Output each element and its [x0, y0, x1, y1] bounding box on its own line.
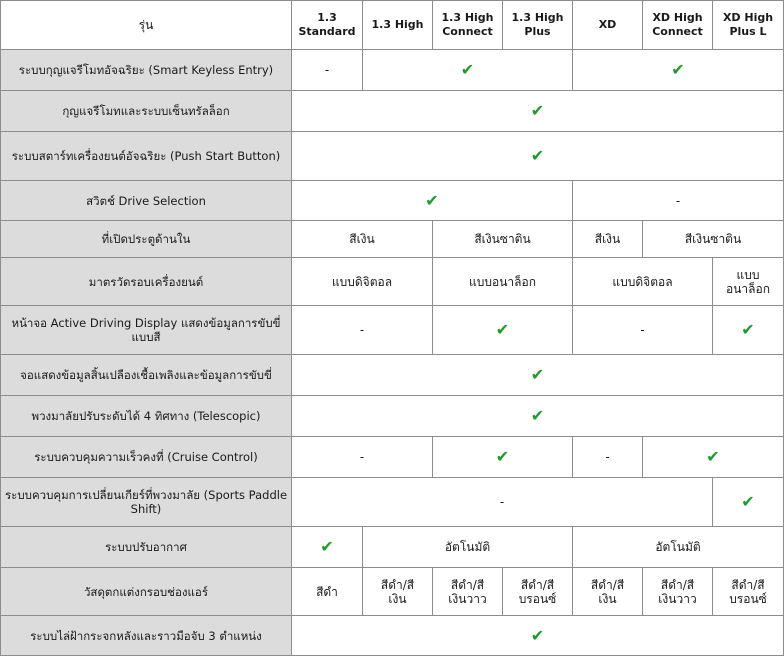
- cell-value: สีดำ/สี เงิน: [363, 568, 433, 616]
- row-label: กุญแจรีโมทและระบบเซ็นทรัลล็อก: [1, 91, 292, 132]
- cell-dash: -: [292, 437, 433, 478]
- cell-dash: -: [573, 437, 643, 478]
- spec-row-fuel-display: [1, 355, 784, 396]
- check-icon: ✔: [741, 492, 755, 511]
- row-label: ระบบไล่ฝ้ากระจกหลังและราวมือจับ 3 ตำแหน่ง: [1, 616, 292, 656]
- cell-value: สีดำ: [292, 568, 363, 616]
- row-label: ระบบควบคุมความเร็วคงที่ (Cruise Control): [1, 437, 292, 478]
- model-header-xd: XD: [573, 1, 643, 50]
- model-header-xd-high-connect: XD High Connect: [643, 1, 713, 50]
- spec-row-rear-defogger: [1, 616, 784, 656]
- model-header-xd-high-plus-l: XD High Plus L: [713, 1, 784, 50]
- cell-check: [292, 616, 784, 656]
- spec-row-paddle-shift: [1, 478, 784, 527]
- spec-row-push-start: [1, 132, 784, 181]
- spec-row-active-driving-display: [1, 306, 784, 355]
- row-label: สวิตช์ Drive Selection: [1, 181, 292, 221]
- spec-row-vent-trim: [1, 568, 784, 616]
- cell-dash: -: [292, 306, 433, 355]
- check-icon: ✔: [495, 320, 510, 339]
- row-label: หน้าจอ Active Driving Display แสดงข้อมูลการขับขี่แบบสี: [1, 306, 292, 355]
- model-header-1-3-high-plus: 1.3 High Plus: [503, 1, 573, 50]
- cell-value: สีเงินซาติน: [643, 221, 784, 258]
- cell-dash: -: [292, 478, 713, 527]
- cell-value: สีเงิน: [292, 221, 433, 258]
- cell-check: [713, 478, 784, 527]
- cell-check: [292, 91, 784, 132]
- cell-value: อัตโนมัติ: [573, 527, 784, 568]
- row-label: จอแสดงข้อมูลสิ้นเปลืองเชื้อเพลิงและข้อมูลการขับขี่: [1, 355, 292, 396]
- cell-check: [292, 132, 784, 181]
- row-label: วัสดุตกแต่งกรอบช่องแอร์: [1, 568, 292, 616]
- cell-check: [292, 355, 784, 396]
- cell-check: [713, 306, 784, 355]
- row-label: มาตรวัดรอบเครื่องยนต์: [1, 258, 292, 306]
- row-label: ระบบควบคุมการเปลี่ยนเกียร์ที่พวงมาลัย (Sports Paddle Shift): [1, 478, 292, 527]
- cell-value: สีดำ/สี เงินวาว: [433, 568, 503, 616]
- check-icon: ✔: [741, 320, 755, 339]
- check-icon: ✔: [530, 101, 545, 120]
- check-icon: ✔: [530, 365, 545, 384]
- check-icon: ✔: [530, 406, 545, 425]
- cell-value: อัตโนมัติ: [363, 527, 573, 568]
- check-icon: ✔: [530, 625, 545, 645]
- check-icon: ✔: [425, 190, 439, 210]
- cell-value: สีดำ/สี เงินวาว: [643, 568, 713, 616]
- cell-dash: -: [573, 181, 784, 221]
- check-icon: ✔: [495, 447, 510, 466]
- cell-value: แบบ อนาล็อก: [713, 258, 784, 306]
- spec-row-smart-keyless: [1, 50, 784, 91]
- cell-check: [292, 181, 573, 221]
- cell-check: [292, 396, 784, 437]
- cell-dash: -: [573, 306, 713, 355]
- cell-check: [292, 527, 363, 568]
- row-label: พวงมาลัยปรับระดับได้ 4 ทิศทาง (Telescopic): [1, 396, 292, 437]
- cell-check: [643, 437, 784, 478]
- cell-check: [363, 50, 573, 91]
- row-label: ระบบปรับอากาศ: [1, 527, 292, 568]
- cell-value: สีดำ/สี บรอนซ์: [713, 568, 784, 616]
- cell-value: สีเงินซาติน: [433, 221, 573, 258]
- cell-check: [433, 306, 573, 355]
- cell-value: สีดำ/สี บรอนซ์: [503, 568, 573, 616]
- cell-check: [433, 437, 573, 478]
- check-icon: ✔: [671, 60, 685, 79]
- spec-row-cruise-control: [1, 437, 784, 478]
- check-icon: ✔: [530, 146, 545, 165]
- check-icon: ✔: [460, 60, 475, 79]
- check-icon: ✔: [706, 447, 720, 466]
- spec-row-drive-selection: [1, 181, 784, 221]
- cell-check: [573, 50, 784, 91]
- cell-value: สีดำ/สี เงิน: [573, 568, 643, 616]
- spec-row-air-conditioning: [1, 527, 784, 568]
- spec-row-door-handle: [1, 221, 784, 258]
- cell-value: แบบดิจิตอล: [292, 258, 433, 306]
- model-header-1-3-high: 1.3 High: [363, 1, 433, 50]
- spec-row-tachometer: [1, 258, 784, 306]
- cell-value: แบบดิจิตอล: [573, 258, 713, 306]
- model-header-1-3-high-connect: 1.3 High Connect: [433, 1, 503, 50]
- cell-value: แบบอนาล็อก: [433, 258, 573, 306]
- spec-row-telescopic: [1, 396, 784, 437]
- check-icon: ✔: [320, 537, 334, 556]
- header-row: [1, 1, 784, 50]
- model-header-1-3-standard: 1.3 Standard: [292, 1, 363, 50]
- row-label: ระบบสตาร์ทเครื่องยนต์อัจฉริยะ (Push Start Button): [1, 132, 292, 181]
- spec-row-central-lock: [1, 91, 784, 132]
- cell-dash: -: [292, 50, 363, 91]
- model-header-label: รุ่น: [1, 1, 292, 50]
- row-label: ระบบกุญแจรีโมทอัจฉริยะ (Smart Keyless Entry): [1, 50, 292, 91]
- cell-value: สีเงิน: [573, 221, 643, 258]
- row-label: ที่เปิดประตูด้านใน: [1, 221, 292, 258]
